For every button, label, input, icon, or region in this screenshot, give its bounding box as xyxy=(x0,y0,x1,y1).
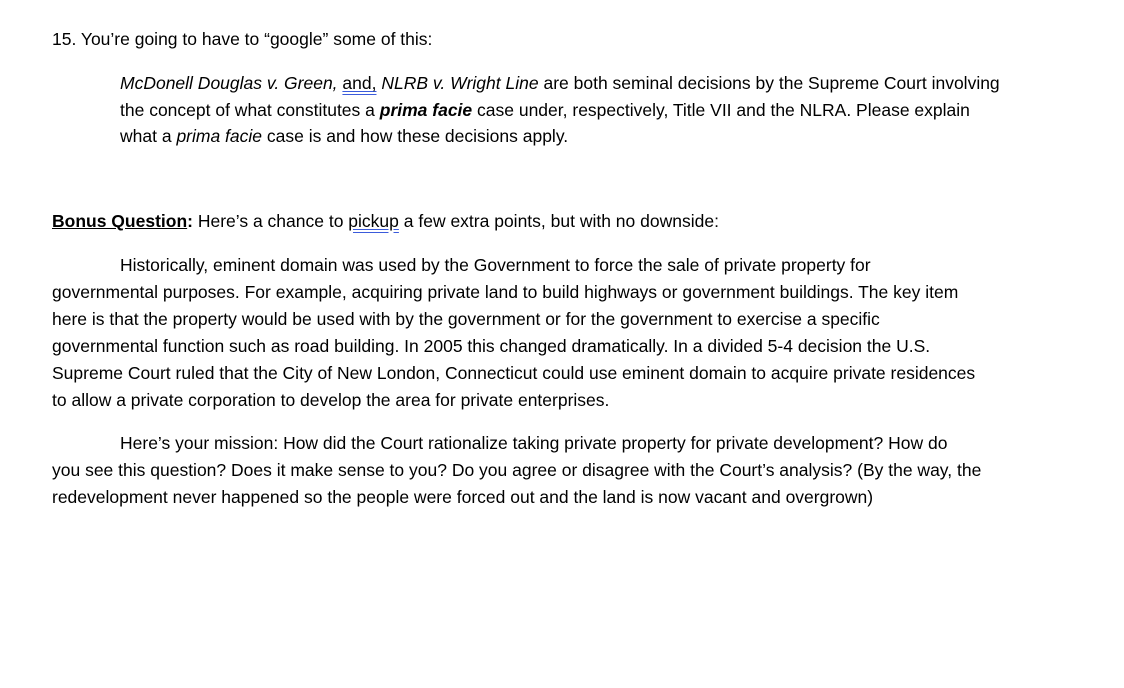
case-mcdonnell-douglas: McDonell Douglas v. Green, xyxy=(120,73,338,93)
case-nlrb-wright-line: NLRB v. Wright Line xyxy=(381,73,539,93)
term-prima-facie-italic: prima facie xyxy=(176,126,263,146)
bonus-p2-line: you see this question? Does it make sense to you? Do you agree or disagree with the Court’s analysis? (By the way, the xyxy=(52,460,982,480)
question-15-line-3 xyxy=(120,123,1080,150)
question-15-line-3-post: case is and how these decisions apply. xyxy=(262,126,569,146)
bonus-p1-line: here is that the property would be used with by the government or for the government to exercise a specific xyxy=(52,309,880,329)
question-15-line-2-post: case under, respectively, Title VII and the NLRA. Please explain xyxy=(472,99,970,120)
bonus-p1-line: governmental purposes. For example, acquiring private land to build highways or government buildings. The key item xyxy=(52,282,959,302)
bonus-paragraph-1 xyxy=(52,252,1082,414)
bonus-intro-pre: Here’s a chance to xyxy=(192,211,349,231)
bonus-question-heading xyxy=(52,208,1092,234)
bonus-p2-line: Here’s your mission: How did the Court rationalize taking private property for private development? How do xyxy=(120,433,948,453)
question-15-line-1-rest: are both seminal decisions by the Supreme Court involving xyxy=(538,73,1000,93)
spellcheck-word-pickup[interactable]: pickup xyxy=(348,211,399,231)
question-15-heading xyxy=(52,26,1092,52)
bonus-question-colon: : xyxy=(187,211,193,231)
question-15-line-2-pre: the concept of what constitutes a xyxy=(120,99,380,120)
bonus-intro-post: a few extra points, but with no downside: xyxy=(398,211,719,231)
question-15-body xyxy=(120,70,1080,150)
bonus-p1-line: to allow a private corporation to develop the area for private enterprises. xyxy=(52,390,610,410)
bonus-p1-line: Supreme Court ruled that the City of New London, Connecticut could use eminent domain to acquire private residences xyxy=(52,363,976,383)
question-15-heading-text: 15. You’re going to have to “google” some of this: xyxy=(52,29,433,49)
bonus-p2-line: redevelopment never happened so the people were forced out and the land is now vacant and overgrown) xyxy=(52,487,874,507)
question-15-line-3-pre: what a xyxy=(120,126,177,146)
term-prima-facie-bold: prima facie xyxy=(379,99,473,120)
question-15-line-1 xyxy=(120,70,1080,97)
question-15-line-2 xyxy=(120,97,1080,124)
bonus-p1-line: governmental function such as road building. In 2005 this changed dramatically. In a divided 5-4 decision the U.S. xyxy=(52,336,931,356)
bonus-p1-line: Historically, eminent domain was used by the Government to force the sale of private property for xyxy=(120,255,871,275)
bonus-paragraph-2 xyxy=(52,430,1082,511)
spellcheck-word-and[interactable]: and, xyxy=(342,73,377,93)
bonus-question-label: Bonus Question xyxy=(52,211,188,231)
